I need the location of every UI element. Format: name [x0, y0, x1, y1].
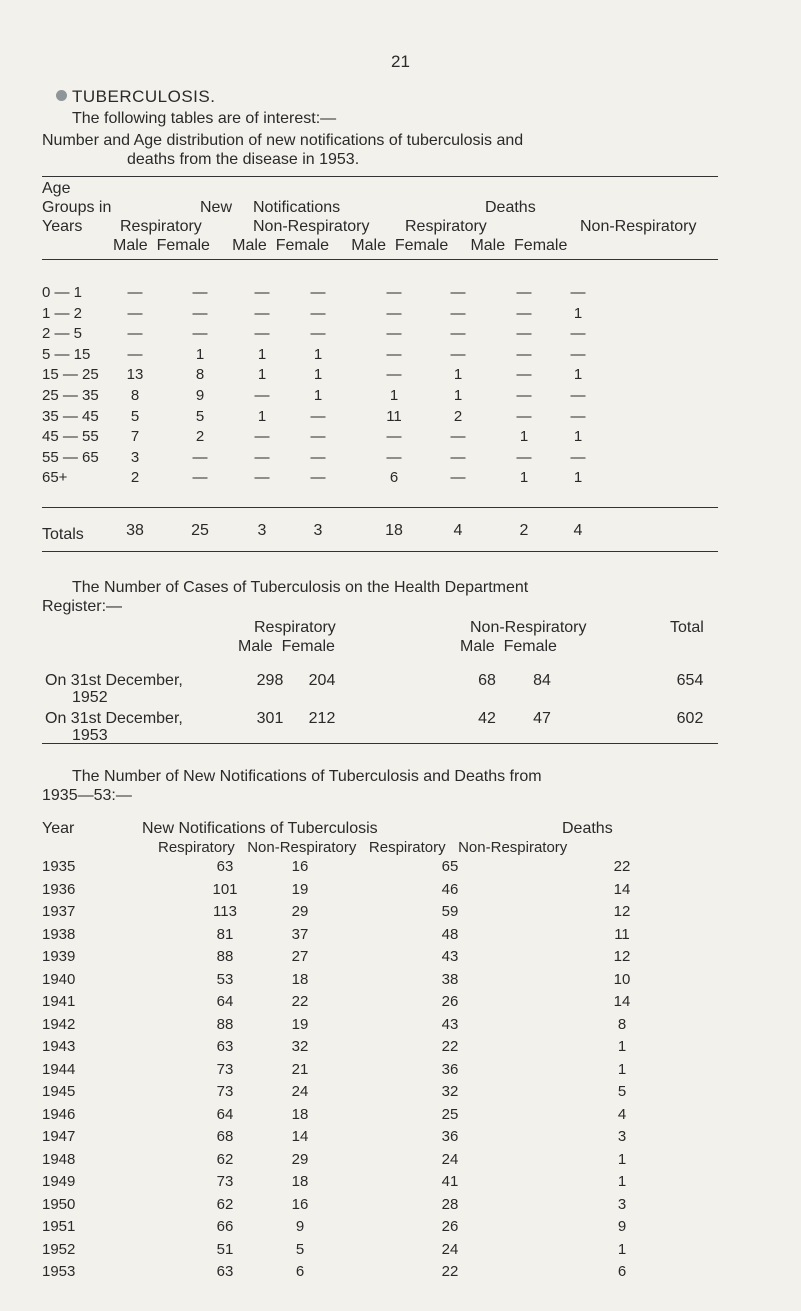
table-cell: 101 — [212, 881, 238, 898]
table-cell: 1 — [313, 366, 323, 383]
table2-caption-line1: The Number of Cases of Tuberculosis on the Health Department — [72, 579, 529, 596]
table-cell: 24 — [441, 1151, 459, 1168]
age-group-label: 15 — 25 — [42, 366, 99, 383]
table-cell: — — [386, 325, 402, 342]
table-cell: — — [254, 305, 270, 322]
table-cell: — — [570, 408, 586, 425]
table-cell: 4 — [617, 1106, 627, 1123]
totals-cell: 3 — [313, 522, 323, 539]
table-cell: 654 — [676, 672, 704, 689]
table-cell: — — [386, 305, 402, 322]
table-cell: 19 — [291, 881, 309, 898]
year-label: 1940 — [42, 971, 76, 988]
totals-label: Totals — [42, 526, 84, 543]
table-cell: — — [192, 449, 208, 466]
year-label: 1949 — [42, 1173, 76, 1190]
table-cell: 8 — [617, 1016, 627, 1033]
table-cell: 28 — [441, 1196, 459, 1213]
table-cell: 9 — [617, 1218, 627, 1235]
table-cell: 5 — [195, 408, 205, 425]
table-cell: — — [310, 469, 326, 486]
table-cell: 21 — [291, 1061, 309, 1078]
table-cell: — — [254, 469, 270, 486]
table-cell: 36 — [441, 1061, 459, 1078]
table-cell: — — [386, 284, 402, 301]
table-cell: — — [450, 449, 466, 466]
table-cell: — — [192, 469, 208, 486]
age-group-label: 65+ — [42, 469, 68, 486]
year-label: 1950 — [42, 1196, 76, 1213]
age-group-label: 35 — 45 — [42, 408, 99, 425]
table-cell: 9 — [195, 387, 205, 404]
table-cell: 62 — [216, 1151, 234, 1168]
year-label: 1945 — [42, 1083, 76, 1100]
table-cell: — — [254, 387, 270, 404]
t2-h-respiratory: Respiratory — [254, 619, 336, 636]
table1-top-rule — [42, 176, 718, 177]
table-cell: 204 — [308, 672, 336, 689]
table2-caption-line2: Register:— — [42, 598, 123, 615]
table-cell: 301 — [256, 710, 284, 727]
table-cell: 1 — [573, 305, 583, 322]
age-group-label: 55 — 65 — [42, 449, 99, 466]
table-cell: 29 — [291, 903, 309, 920]
table-cell: 63 — [216, 858, 234, 875]
table-cell: — — [516, 305, 532, 322]
table-cell: 88 — [216, 1016, 234, 1033]
table-cell: — — [570, 346, 586, 363]
paper-stain — [56, 90, 67, 101]
table3-caption — [42, 767, 772, 805]
table-cell: — — [127, 346, 143, 363]
register-date-label: On 31st December, — [45, 710, 183, 727]
table-cell: 32 — [291, 1038, 309, 1055]
totals-cell: 38 — [126, 522, 144, 539]
age-group-label: 1 — 2 — [42, 305, 83, 322]
table-cell: — — [516, 284, 532, 301]
t2-h-total: Total — [670, 619, 704, 636]
table2-bottom-rule — [42, 743, 718, 744]
h-deaths: Deaths — [485, 199, 536, 216]
table-cell: 18 — [291, 971, 309, 988]
table-cell: — — [450, 346, 466, 363]
year-label: 1938 — [42, 926, 76, 943]
table-cell: 6 — [617, 1263, 627, 1280]
table-cell: 65 — [441, 858, 459, 875]
t3-h-year: Year — [42, 820, 75, 837]
table-cell: 1 — [313, 346, 323, 363]
table-cell: — — [516, 449, 532, 466]
table-cell: 64 — [216, 1106, 234, 1123]
table-cell: — — [516, 408, 532, 425]
year-label: 1941 — [42, 993, 76, 1010]
t2-h-sub-resp: Male Female — [238, 638, 335, 655]
table-cell: 113 — [213, 903, 237, 920]
table-cell: 12 — [613, 903, 631, 920]
table1-header-rule — [42, 259, 718, 260]
table-cell: 63 — [216, 1263, 234, 1280]
table-cell: 1 — [617, 1061, 627, 1078]
table-cell: 22 — [441, 1038, 459, 1055]
table-cell: 26 — [441, 1218, 459, 1235]
h-age: Age — [42, 180, 71, 197]
table-cell: 1 — [617, 1038, 627, 1055]
table-cell: — — [516, 387, 532, 404]
table-cell: — — [310, 325, 326, 342]
table-cell: — — [386, 366, 402, 383]
year-label: 1942 — [42, 1016, 76, 1033]
table-cell: 1 — [453, 387, 463, 404]
year-label: 1944 — [42, 1061, 76, 1078]
table-cell: 73 — [216, 1173, 234, 1190]
table-cell: 18 — [291, 1106, 309, 1123]
table-cell: 37 — [291, 926, 309, 943]
table-cell: 11 — [386, 408, 402, 425]
table-cell: 1 — [195, 346, 205, 363]
table-cell: — — [127, 284, 143, 301]
year-label: 1936 — [42, 881, 76, 898]
register-date-label: On 31st December, — [45, 672, 183, 689]
table-cell: — — [450, 469, 466, 486]
table-cell: — — [254, 449, 270, 466]
h-groups-in: Groups in — [42, 199, 112, 216]
table-cell: 8 — [130, 387, 140, 404]
table-cell: 63 — [216, 1038, 234, 1055]
h-years: Years — [42, 218, 83, 235]
table-cell: 1 — [573, 428, 583, 445]
year-label: 1947 — [42, 1128, 76, 1145]
year-label: 1939 — [42, 948, 76, 965]
page-number: 21 — [391, 52, 410, 71]
year-label: 1946 — [42, 1106, 76, 1123]
year-label: 1937 — [42, 903, 76, 920]
table-cell: — — [310, 428, 326, 445]
table-cell: 22 — [441, 1263, 459, 1280]
table3-caption-line2: 1935—53:— — [42, 787, 132, 804]
table-cell: 1 — [313, 387, 323, 404]
table-cell: 212 — [308, 710, 336, 727]
totals-cell: 18 — [385, 522, 403, 539]
section-heading: TUBERCULOSIS. — [72, 87, 216, 106]
totals-cell: 3 — [257, 522, 267, 539]
table-cell: 10 — [613, 971, 631, 988]
table-cell: 24 — [441, 1241, 459, 1258]
table-cell: 88 — [216, 948, 234, 965]
table-cell: 62 — [216, 1196, 234, 1213]
table2-caption — [42, 578, 772, 616]
t2-h-non-respiratory: Non-Respiratory — [470, 619, 587, 636]
table-cell: — — [127, 305, 143, 322]
table-cell: 1 — [257, 346, 267, 363]
table-cell: — — [450, 305, 466, 322]
table-cell: 2 — [453, 408, 463, 425]
table3-caption-line1: The Number of New Notifications of Tuberculosis and Deaths from — [72, 768, 542, 785]
table-cell: — — [254, 325, 270, 342]
age-group-label: 2 — 5 — [42, 325, 83, 342]
table-cell: — — [450, 325, 466, 342]
age-group-label: 45 — 55 — [42, 428, 99, 445]
table-cell: 43 — [441, 948, 459, 965]
table-cell: 68 — [216, 1128, 234, 1145]
totals-cell: 4 — [453, 522, 463, 539]
table-cell: 5 — [617, 1083, 627, 1100]
h-respiratory: Respiratory — [120, 218, 202, 235]
table-cell: 1 — [617, 1241, 627, 1258]
table-cell: — — [310, 305, 326, 322]
table-cell: — — [516, 366, 532, 383]
h-non-respiratory: Non-Respiratory — [253, 218, 370, 235]
table-cell: 9 — [295, 1218, 305, 1235]
table1-caption — [42, 131, 772, 169]
table-cell: 1 — [453, 366, 463, 383]
table-cell: 5 — [130, 408, 140, 425]
table-cell: — — [254, 284, 270, 301]
table-cell: 24 — [291, 1083, 309, 1100]
h-non-respiratory-deaths: Non-Respiratory — [580, 218, 697, 235]
table-cell: — — [386, 428, 402, 445]
table-cell: 14 — [613, 993, 631, 1010]
table-cell: 1 — [389, 387, 399, 404]
table-cell: 43 — [441, 1016, 459, 1033]
table-cell: — — [516, 346, 532, 363]
table-cell: 1 — [617, 1151, 627, 1168]
totals-cell: 2 — [519, 522, 529, 539]
intro-text: The following tables are of interest:— — [72, 110, 337, 127]
table-cell: 298 — [256, 672, 284, 689]
table-cell: 32 — [441, 1083, 459, 1100]
table-cell: 25 — [441, 1106, 459, 1123]
table-cell: 29 — [291, 1151, 309, 1168]
table-cell: 12 — [613, 948, 631, 965]
table-cell: — — [570, 449, 586, 466]
age-group-label: 5 — 15 — [42, 346, 91, 363]
t2-h-sub-nonresp: Male Female — [460, 638, 557, 655]
h-notifications: Notifications — [253, 199, 341, 216]
year-label: 1948 — [42, 1151, 76, 1168]
table-cell: 16 — [291, 858, 309, 875]
table-cell: 22 — [613, 858, 631, 875]
age-group-label: 25 — 35 — [42, 387, 99, 404]
table-cell: 5 — [295, 1241, 305, 1258]
table-cell: — — [192, 284, 208, 301]
table-cell: — — [386, 449, 402, 466]
table-cell: — — [254, 428, 270, 445]
table-cell: 68 — [478, 672, 496, 689]
table-cell: — — [386, 346, 402, 363]
table-cell: 3 — [617, 1128, 627, 1145]
table-cell: 11 — [614, 926, 630, 943]
table-cell: 22 — [291, 993, 309, 1010]
table-cell: — — [570, 325, 586, 342]
table-cell: 16 — [291, 1196, 309, 1213]
table-cell: 1 — [519, 469, 529, 486]
table-cell: 602 — [676, 710, 704, 727]
year-label: 1951 — [42, 1218, 76, 1235]
table-cell: 36 — [441, 1128, 459, 1145]
table-cell: — — [310, 449, 326, 466]
table-cell: 2 — [130, 469, 140, 486]
h-respiratory-deaths: Respiratory — [405, 218, 487, 235]
table-cell: 81 — [216, 926, 234, 943]
h-sex-subheaders: Male Female Male Female Male Female Male Female — [113, 237, 568, 254]
t3-h-deaths: Deaths — [562, 820, 613, 837]
table-cell: 41 — [441, 1173, 459, 1190]
table-cell: 2 — [195, 428, 205, 445]
table-cell: 1 — [617, 1173, 627, 1190]
table1-caption-line1: Number and Age distribution of new notifications of tuberculosis and — [42, 132, 524, 149]
table-cell: 73 — [216, 1061, 234, 1078]
table-cell: 59 — [441, 903, 459, 920]
table-cell: 47 — [533, 710, 551, 727]
table-cell: 1 — [257, 366, 267, 383]
totals-cell: 25 — [191, 522, 209, 539]
table-cell: 64 — [216, 993, 234, 1010]
table-cell: 42 — [478, 710, 496, 727]
table-cell: 3 — [130, 449, 140, 466]
table-cell: 18 — [291, 1173, 309, 1190]
table-cell: 38 — [441, 971, 459, 988]
table-cell: 27 — [291, 948, 309, 965]
table-cell: 46 — [441, 881, 459, 898]
register-year-label: 1952 — [72, 689, 108, 706]
age-group-label: 0 — 1 — [42, 284, 83, 301]
table-cell: — — [192, 325, 208, 342]
table-cell: 3 — [617, 1196, 627, 1213]
table1-bottom-rule — [42, 551, 718, 552]
table-cell: 66 — [216, 1218, 234, 1235]
table1-caption-line2: deaths from the disease in 1953. — [127, 151, 360, 168]
table-cell: — — [310, 408, 326, 425]
register-year-label: 1953 — [72, 727, 108, 744]
t3-h-sub: Respiratory Non-Respiratory Respiratory Non-Respiratory — [158, 839, 568, 856]
table-cell: 84 — [533, 672, 551, 689]
year-label: 1935 — [42, 858, 76, 875]
table-cell: 1 — [257, 408, 267, 425]
table-cell: 14 — [613, 881, 631, 898]
table-cell: 13 — [126, 366, 144, 383]
table-cell: 48 — [441, 926, 459, 943]
t3-h-new-notifications: New Notifications of Tuberculosis — [142, 820, 378, 837]
table-cell: 19 — [291, 1016, 309, 1033]
table-cell: 1 — [519, 428, 529, 445]
table-cell: — — [310, 284, 326, 301]
table-cell: 6 — [295, 1263, 305, 1280]
table-cell: 26 — [441, 993, 459, 1010]
h-new: New — [200, 199, 233, 216]
year-label: 1943 — [42, 1038, 76, 1055]
table-cell: 51 — [216, 1241, 234, 1258]
year-label: 1953 — [42, 1263, 76, 1280]
table-cell: — — [127, 325, 143, 342]
table-cell: 7 — [130, 428, 140, 445]
totals-cell: 4 — [573, 522, 583, 539]
table-cell: — — [516, 325, 532, 342]
table-cell: 73 — [216, 1083, 234, 1100]
table-cell: 8 — [195, 366, 205, 383]
table-cell: 1 — [573, 366, 583, 383]
table-cell: — — [192, 305, 208, 322]
table-cell: 6 — [389, 469, 399, 486]
table-cell: 53 — [216, 971, 234, 988]
table1-totals-rule — [42, 507, 718, 508]
table-cell: — — [570, 284, 586, 301]
table-cell: — — [570, 387, 586, 404]
table-cell: — — [450, 428, 466, 445]
year-label: 1952 — [42, 1241, 76, 1258]
table-cell: — — [450, 284, 466, 301]
table-cell: 14 — [291, 1128, 309, 1145]
table-cell: 1 — [573, 469, 583, 486]
